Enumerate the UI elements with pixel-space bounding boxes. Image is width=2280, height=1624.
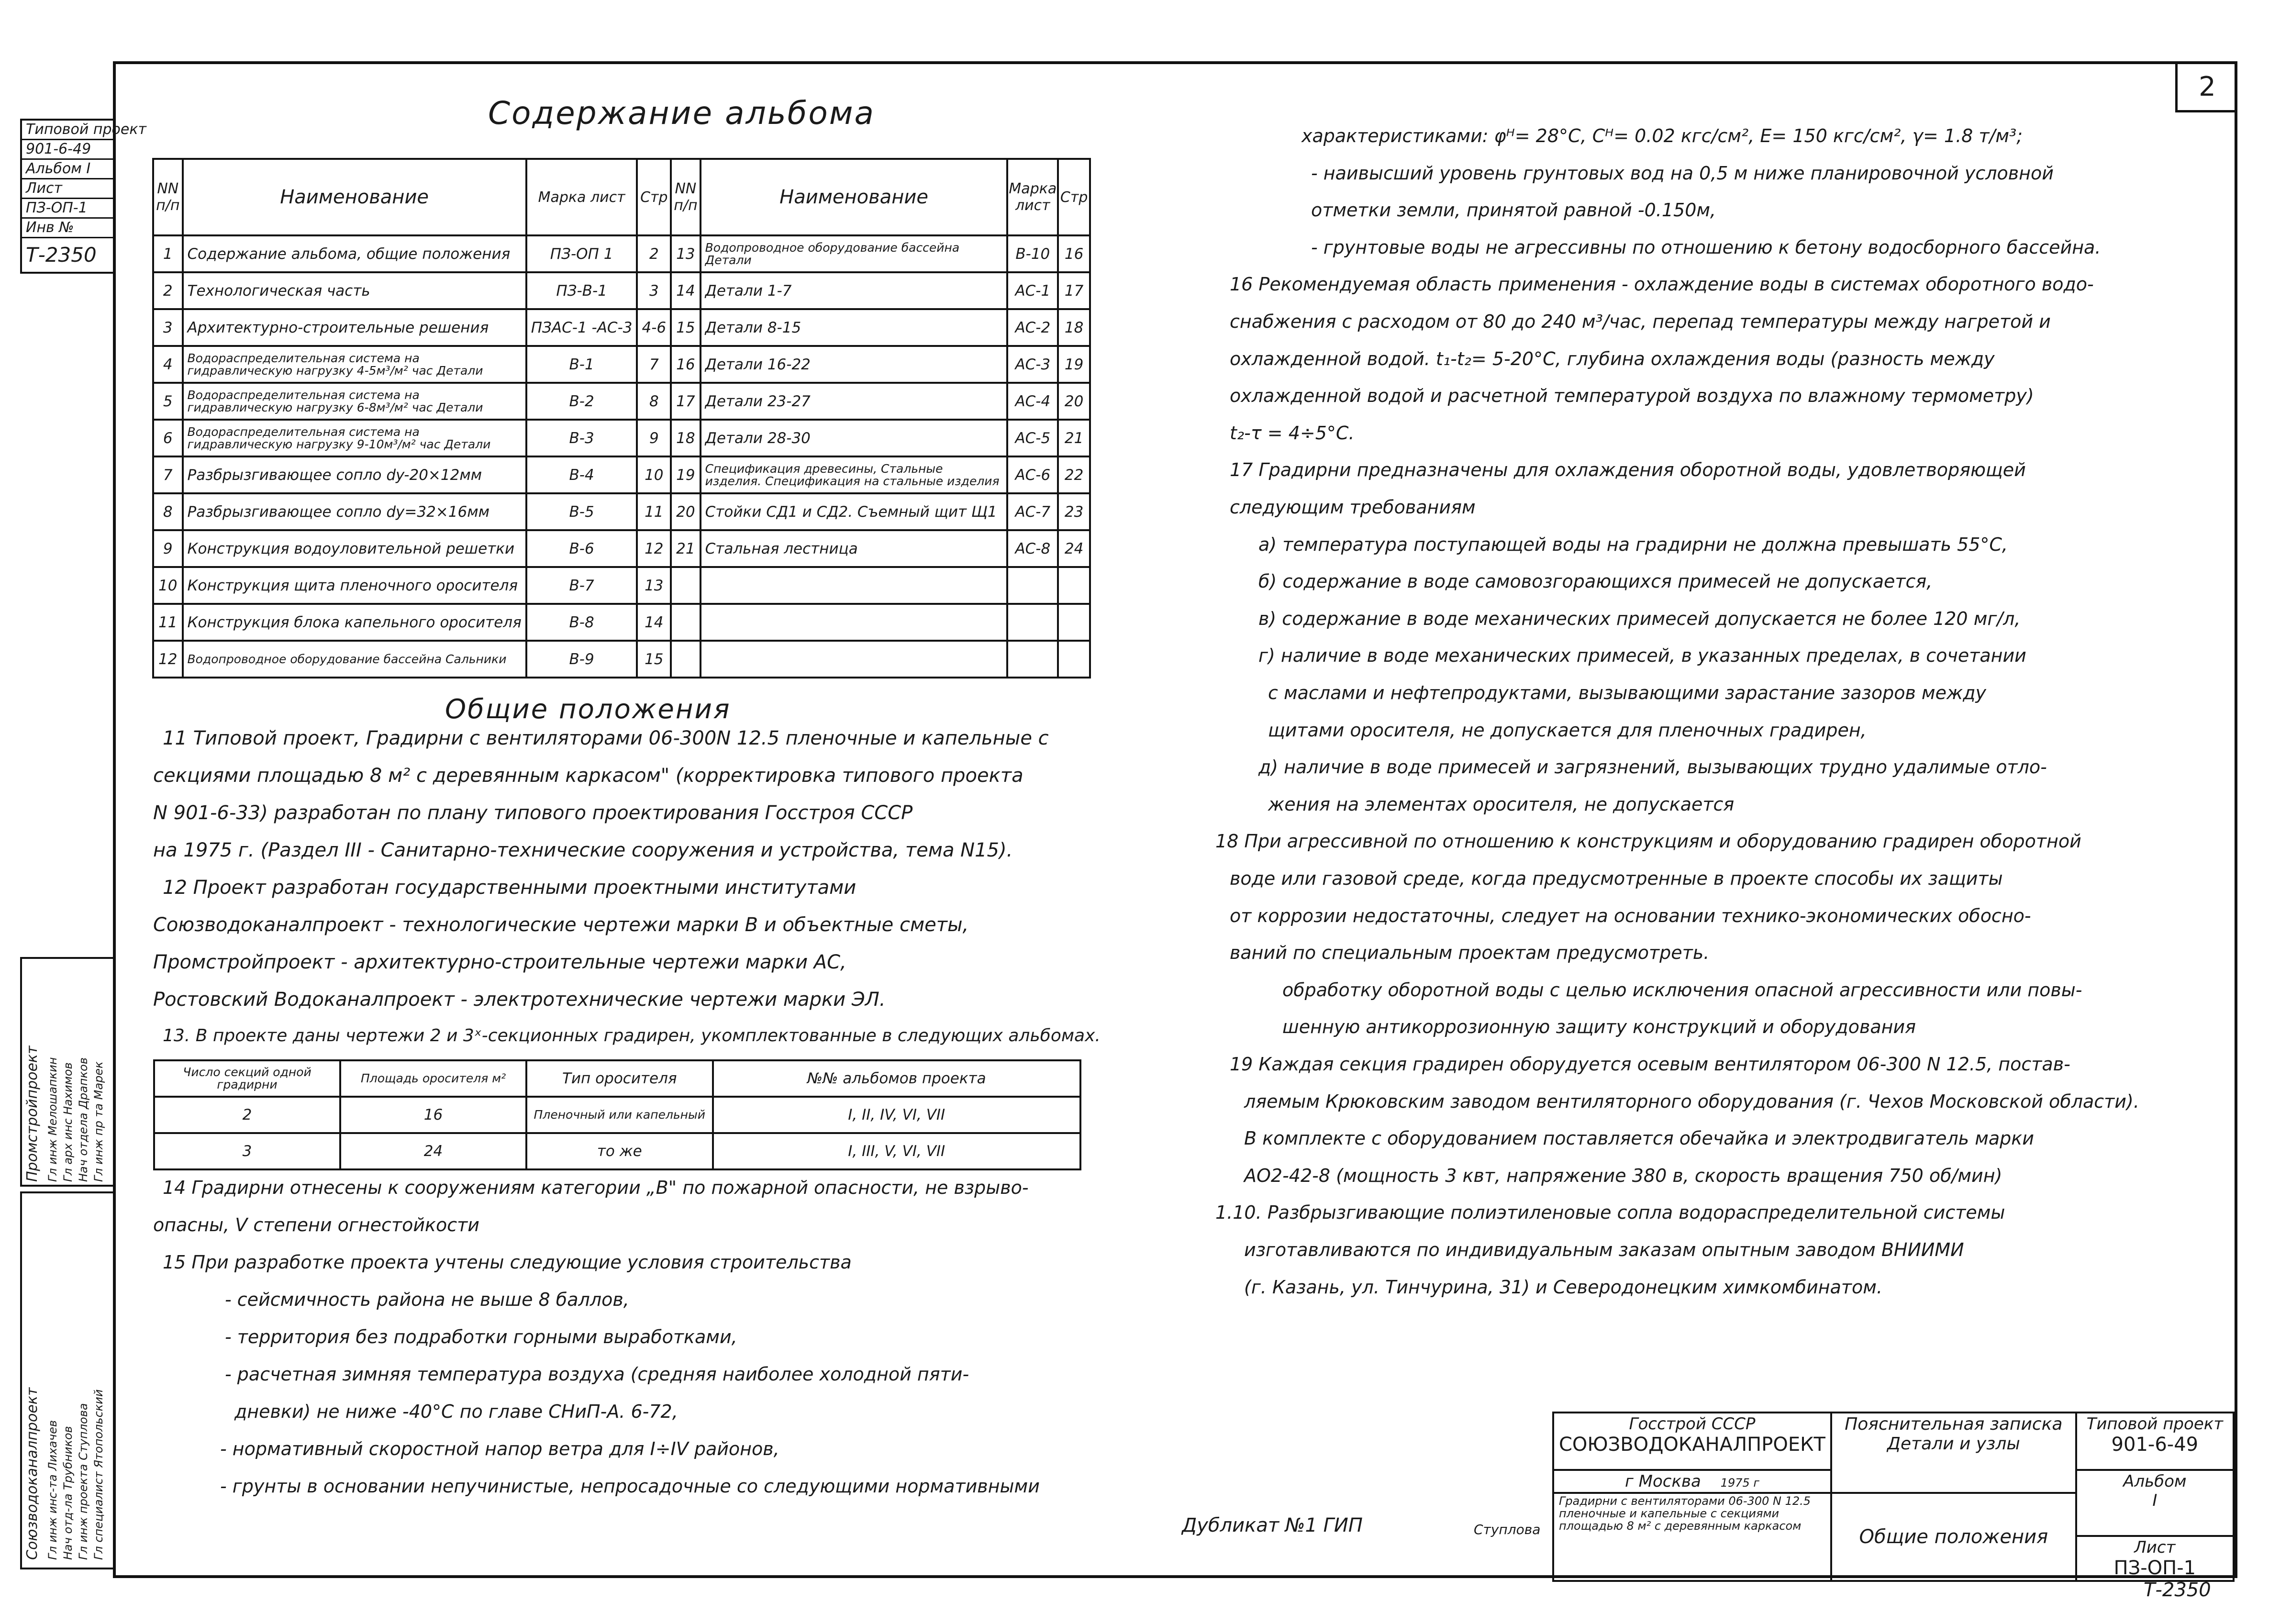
row-mark: ПЗАС-1 -АС-3 (526, 309, 637, 346)
row-mark (1007, 641, 1058, 678)
row-mark: АС-6 (1007, 456, 1058, 493)
list-value: ПЗ-ОП-1 (2113, 1557, 2196, 1579)
general-line: N 901-6-33) разработан по плану типового проектирования Госстроя СССР (153, 802, 913, 824)
general-line: Союзводоканалпроект - технологические чертежи марки В и объектные сметы, (153, 914, 969, 936)
contents-row (153, 272, 1090, 309)
right-text-line: характеристиками: φᴴ= 28°С, Cᴴ= 0.02 кгс/см², Е= 150 кгс/см², γ= 1.8 т/м³; (1301, 125, 2023, 146)
sections-cell: I, III, V, VI, VII (713, 1133, 1080, 1169)
right-text-line: t₂-τ = 4÷5°С. (1230, 423, 1355, 444)
left-block-1-role: Гл инж Мелошапкин (46, 1057, 59, 1182)
row-mark: В-3 (526, 420, 637, 456)
row-page (1058, 641, 1090, 678)
row-number: 4 (153, 346, 183, 383)
row-name: Детали 1-7 (701, 272, 1008, 309)
right-text-line: жения на элементах оросителя, не допускается (1268, 794, 1735, 815)
row-number (671, 567, 701, 604)
row-number: 9 (153, 530, 183, 567)
row-page: 12 (637, 530, 671, 567)
general-line: - нормативный скоростной напор ветра для I÷IV районов, (220, 1438, 779, 1459)
general-line: - сейсмичность района не выше 8 баллов, (225, 1289, 629, 1310)
row-number (671, 641, 701, 678)
row-mark: АС-1 (1007, 272, 1058, 309)
general-line: на 1975 г. (Раздел III - Санитарно-технические сооружения и устройства, тема N15). (153, 839, 1013, 861)
row-name: Архитектурно-строительные решения (183, 309, 526, 346)
right-text-line: г) наличие в воде механических примесей, в указанных пределах, в сочетании (1258, 645, 2026, 666)
right-text-line: охлажденной водой и расчетной температурой воздуха по влажному термометру) (1230, 385, 2034, 406)
sections-header: №№ альбомов проекта (713, 1060, 1080, 1097)
year: 1975 г (1720, 1476, 1760, 1490)
typ-value: 901-6-49 (2111, 1434, 2199, 1456)
contents-row (153, 604, 1090, 641)
row-number: 18 (671, 420, 701, 456)
album-value: I (2152, 1491, 2158, 1510)
row-page: 19 (1058, 346, 1090, 383)
row-name: Разбрызгивающее сопло dy-20×12мм (183, 456, 526, 493)
row-name: Конструкция блока капельного оросителя (183, 604, 526, 641)
row-name: Детали 23-27 (701, 383, 1008, 420)
row-number: 11 (153, 604, 183, 641)
general-line: 12 Проект разработан государственными проектными институтами (163, 877, 856, 899)
right-text-line: воде или газовой среде, когда предусмотренные в проекте способы их защиты (1230, 868, 2003, 889)
row-mark: ПЗ-В-1 (526, 272, 637, 309)
row-name: Водопроводное оборудование бассейна Детали (701, 235, 1008, 272)
row-page: 9 (637, 420, 671, 456)
row-page: 16 (1058, 235, 1090, 272)
contents-row (153, 641, 1090, 678)
row-mark: В-8 (526, 604, 637, 641)
row-page: 3 (637, 272, 671, 309)
duplicate-note: Дубликат №1 ГИП (1182, 1514, 1363, 1536)
right-text-line: ляемым Крюковским заводом вентиляторного оборудования (г. Чехов Московской области). (1244, 1091, 2139, 1112)
left-stamp (20, 119, 146, 274)
note-title: Пояснительная записка Детали и узлы (1845, 1414, 2063, 1454)
general-line: - территория без подработки горными выработками, (225, 1326, 737, 1347)
right-text-line: 1.10. Разбрызгивающие полиэтиленовые сопла водораспределительной системы (1215, 1202, 2005, 1223)
row-page: 2 (637, 235, 671, 272)
album-label: Альбом (2123, 1472, 2187, 1491)
right-text-line: отметки земли, принятой равной -0.150м, (1311, 200, 1716, 221)
row-page: 13 (637, 567, 671, 604)
row-name (701, 567, 1008, 604)
contents-table (152, 158, 1091, 679)
row-page: 8 (637, 383, 671, 420)
right-text-line: - наивысший уровень грунтовых вод на 0,5 м ниже планировочной условной (1311, 163, 2054, 184)
sections-cell: 24 (340, 1133, 526, 1169)
right-text-line: снабжения с расходом от 80 до 240 м³/час, перепад температуры между нагретой и (1230, 311, 2051, 332)
project-desc: Градирни с вентиляторами 06-300 N 12.5 пленочные и капельные с секциями площадью 8 м² с деревянным каркасом (1553, 1493, 1831, 1581)
general-line: 15 При разработке проекта учтены следующие условия строительства (163, 1252, 852, 1273)
contents-row (153, 383, 1090, 420)
right-text-line: 17 Градирни предназначены для охлаждения оборотной воды, удовлетворяющей (1230, 459, 2026, 480)
right-text-line: 19 Каждая секция градирен оборудуется осевым вентилятором 06-300 N 12.5, постав- (1230, 1054, 2070, 1075)
row-name: Технологическая часть (183, 272, 526, 309)
sections-cell: 2 (154, 1097, 340, 1133)
inv-bottom: Т-2350 (2144, 1579, 2211, 1601)
sections-cell: I, II, IV, VI, VII (713, 1097, 1080, 1133)
row-number: 19 (671, 456, 701, 493)
general-line: опасны, V степени огнестойкости (153, 1214, 479, 1235)
left-stamp-line: ПЗ-ОП-1 (22, 199, 116, 219)
row-name: Детали 28-30 (701, 420, 1008, 456)
row-number: 8 (153, 493, 183, 530)
contents-title: Содержание альбома (488, 95, 875, 132)
right-text-line: а) температура поступающей воды на градирни не должна превышать 55°С, (1258, 534, 2008, 555)
row-page: 10 (637, 456, 671, 493)
general-line: 14 Градирни отнесены к сооружениям категории „В" по пожарной опасности, не взрыво- (163, 1177, 1029, 1198)
left-block-1-role: Гл арх инс Нахимов (61, 1062, 75, 1182)
right-text-line: 18 При агрессивной по отношению к конструкциям и оборудованию градирен оборотной (1215, 831, 2081, 852)
right-text-line: от коррозии недостаточны, следует на основании технико-экономических обосно- (1230, 905, 2031, 926)
row-mark: В-5 (526, 493, 637, 530)
right-text-line: следующим требованиям (1230, 497, 1476, 518)
header-page: Стр (1058, 159, 1090, 235)
row-name: Спецификация древесины, Стальные изделия. Спецификация на стальные изделия (701, 456, 1008, 493)
left-block-1-role: Нач отдела Драпков (77, 1057, 90, 1182)
list-label: Лист (2134, 1538, 2176, 1557)
row-page: 11 (637, 493, 671, 530)
row-number: 17 (671, 383, 701, 420)
contents-row (153, 309, 1090, 346)
inv-number: Т-2350 (26, 243, 97, 267)
row-name: Водораспределительная система на гидравлическую нагрузку 6-8м³/м² час Детали (183, 383, 526, 420)
left-block-2-role: Гл инж проекта Ступлова (77, 1403, 90, 1560)
row-mark: АС-5 (1007, 420, 1058, 456)
left-block-2-org: Союзводоканалпроект (24, 1387, 41, 1560)
row-page: 4-6 (637, 309, 671, 346)
sections-header: Число секций одной градирни (154, 1060, 340, 1097)
right-text-line: в) содержание в воде механических примесей допускается не более 120 мг/л, (1258, 608, 2021, 629)
sheet-title: Общие положения (1831, 1493, 2076, 1581)
row-page: 7 (637, 346, 671, 383)
row-name: Детали 8-15 (701, 309, 1008, 346)
row-name: Водораспределительная система на гидравлическую нагрузку 9-10м³/м² час Детали (183, 420, 526, 456)
right-text-line: В комплекте с оборудованием поставляется обечайка и электродвигатель марки (1244, 1128, 2034, 1149)
sections-header: Тип оросителя (526, 1060, 712, 1097)
left-stamp-line: 901-6-49 (22, 140, 116, 160)
general-line: 11 Типовой проект, Градирни с вентиляторами 06-300N 12.5 пленочные и капельные с (163, 727, 1049, 749)
left-stamp-line: Альбом I (22, 160, 116, 179)
row-page: 20 (1058, 383, 1090, 420)
row-mark: В-9 (526, 641, 637, 678)
row-page: 22 (1058, 456, 1090, 493)
sections-cell: Пленочный или капельный (526, 1097, 712, 1133)
right-text-line: 16 Рекомендуемая область применения - охлаждение воды в системах оборотного водо- (1230, 274, 2094, 295)
left-stamp-line: Лист (22, 179, 116, 199)
typ-label: Типовой проект (2086, 1414, 2224, 1434)
row-page: 17 (1058, 272, 1090, 309)
row-number: 15 (671, 309, 701, 346)
right-text-line: б) содержание в воде самовозгорающихся примесей не допускается, (1258, 571, 1933, 592)
right-text-line: обработку оборотной воды с целью исключения опасной агрессивности или повы- (1282, 979, 2082, 1001)
header-page: Стр (637, 159, 671, 235)
row-page: 21 (1058, 420, 1090, 456)
title-block (1552, 1412, 2235, 1582)
row-number: 21 (671, 530, 701, 567)
row-number: 20 (671, 493, 701, 530)
left-stamp-line: Инв № (22, 219, 116, 238)
contents-row (153, 493, 1090, 530)
row-name: Конструкция водоуловительной решетки (183, 530, 526, 567)
right-text-line: д) наличие в воде примесей и загрязнений, вызывающих трудно удалимые отло- (1258, 756, 2047, 778)
row-name: Разбрызгивающее сопло dy=32×16мм (183, 493, 526, 530)
row-page: 14 (637, 604, 671, 641)
header-mark: Марка лист (526, 159, 637, 235)
row-mark: АС-7 (1007, 493, 1058, 530)
left-block-2-role: Нач отд-ла Трубников (61, 1426, 75, 1560)
row-mark: В-4 (526, 456, 637, 493)
row-number: 3 (153, 309, 183, 346)
contents-row (153, 456, 1090, 493)
row-name (701, 641, 1008, 678)
row-name: Водопроводное оборудование бассейна Сальники (183, 641, 526, 678)
row-mark: В-2 (526, 383, 637, 420)
sheet-number: 2 (2175, 63, 2237, 112)
row-name: Водораспределительная система на гидравлическую нагрузку 4-5м³/м² час Детали (183, 346, 526, 383)
row-mark: В-7 (526, 567, 637, 604)
right-text-line: - грунтовые воды не агрессивны по отношению к бетону водосборного бассейна. (1311, 237, 2101, 258)
header-nn: NN п/п (153, 159, 183, 235)
sections-cell: 3 (154, 1133, 340, 1169)
right-text-line: шенную антикоррозионную защиту конструкций и оборудования (1282, 1016, 1916, 1037)
general-line: 13. В проекте даны чертежи 2 и 3ˣ-секционных градирен, укомплектованные в следующих альбомах. (163, 1026, 1101, 1046)
right-text-line: АО2-42-8 (мощность 3 квт, напряжение 380 в, скорость вращения 750 об/мин) (1244, 1165, 2002, 1186)
general-line: дневки) не ниже -40°С по главе СНиП-А. 6-72, (234, 1401, 678, 1422)
general-line: Промстройпроект - архитектурно-строительные чертежи марки АС, (153, 951, 846, 973)
contents-row (153, 420, 1090, 456)
right-text-line: с маслами и нефтепродуктами, вызывающими зарастание зазоров между (1268, 682, 1986, 703)
row-number: 14 (671, 272, 701, 309)
row-mark: ПЗ-ОП 1 (526, 235, 637, 272)
row-page: 24 (1058, 530, 1090, 567)
city: г Москва (1624, 1472, 1701, 1491)
row-number: 12 (153, 641, 183, 678)
header-mark: Марка лист (1007, 159, 1058, 235)
row-number (671, 604, 701, 641)
left-block-1-role: Гл инж пр та Марек (92, 1061, 105, 1182)
row-mark (1007, 567, 1058, 604)
general-line: Ростовский Водоканалпроект - электротехнические чертежи марки ЭЛ. (153, 989, 886, 1011)
org1: Госстрой СССР (1629, 1414, 1756, 1434)
row-name: Детали 16-22 (701, 346, 1008, 383)
right-text-line: ваний по специальным проектам предусмотреть. (1230, 942, 1710, 963)
sections-cell: то же (526, 1133, 712, 1169)
header-name: Наименование (183, 159, 526, 235)
left-block-1-org: Промстройпроект (24, 1046, 41, 1182)
row-number: 10 (153, 567, 183, 604)
contents-row (153, 530, 1090, 567)
right-text-line: щитами оросителя, не допускается для пленочных градирен, (1268, 720, 1867, 741)
general-line: - грунты в основании непучинистые, непросадочные со следующими нормативными (220, 1476, 1040, 1497)
left-block-2-role: Гл инж инс-та Лихачев (46, 1420, 59, 1560)
row-name: Содержание альбома, общие положения (183, 235, 526, 272)
row-name (701, 604, 1008, 641)
row-mark: АС-4 (1007, 383, 1058, 420)
right-text-line: изготавливаются по индивидуальным заказам опытным заводом ВНИИМИ (1244, 1239, 1964, 1260)
row-mark: В-6 (526, 530, 637, 567)
row-name: Стойки СД1 и СД2. Съемный щит Щ1 (701, 493, 1008, 530)
row-number: 1 (153, 235, 183, 272)
row-mark: АС-8 (1007, 530, 1058, 567)
row-number: 16 (671, 346, 701, 383)
row-mark: АС-2 (1007, 309, 1058, 346)
row-mark: АС-3 (1007, 346, 1058, 383)
row-mark (1007, 604, 1058, 641)
sections-header: Площадь оросителя м² (340, 1060, 526, 1097)
duplicate-name: Ступлова (1474, 1522, 1541, 1537)
header-name: Наименование (701, 159, 1008, 235)
sections-cell: 16 (340, 1097, 526, 1133)
sections-table (153, 1059, 1081, 1170)
row-number: 7 (153, 456, 183, 493)
contents-row (153, 346, 1090, 383)
org2: СОЮЗВОДОКАНАЛПРОЕКТ (1559, 1434, 1825, 1456)
left-stamp-line: Типовой проект (22, 121, 116, 140)
header-nn: NN п/п (671, 159, 701, 235)
row-page (1058, 567, 1090, 604)
right-text-line: охлажденной водой. t₁-t₂= 5-20°С, глубина охлаждения воды (разность между (1230, 348, 1995, 369)
general-line: секциями площадью 8 м² с деревянным каркасом" (корректировка типового проекта (153, 765, 1023, 787)
left-block-2-role: Гл специалист Ятопольский (92, 1389, 105, 1560)
contents-body (153, 235, 1090, 678)
row-page: 23 (1058, 493, 1090, 530)
row-number: 13 (671, 235, 701, 272)
row-number: 2 (153, 272, 183, 309)
contents-row (153, 567, 1090, 604)
row-name: Конструкция щита пленочного оросителя (183, 567, 526, 604)
row-number: 5 (153, 383, 183, 420)
row-mark: В-1 (526, 346, 637, 383)
row-name: Стальная лестница (701, 530, 1008, 567)
row-mark: В-10 (1007, 235, 1058, 272)
right-text-line: (г. Казань, ул. Тинчурина, 31) и Северодонецким химкомбинатом. (1244, 1277, 1883, 1298)
contents-row (153, 235, 1090, 272)
row-page: 18 (1058, 309, 1090, 346)
row-page (1058, 604, 1090, 641)
row-number: 6 (153, 420, 183, 456)
general-line: - расчетная зимняя температура воздуха (средняя наиболее холодной пяти- (225, 1364, 969, 1385)
general-title: Общие положения (445, 694, 731, 725)
row-page: 15 (637, 641, 671, 678)
